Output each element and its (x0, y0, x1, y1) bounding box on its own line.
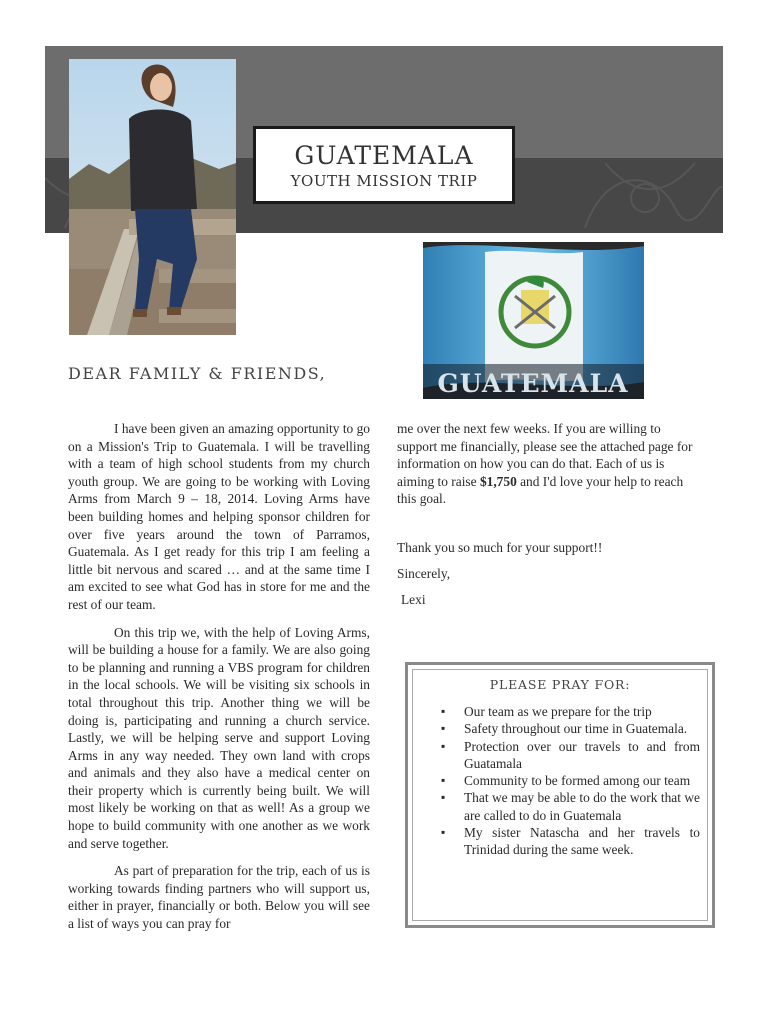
profile-photo (69, 59, 236, 335)
thank-you-line: Thank you so much for your support!! (397, 540, 603, 555)
letter-paragraph-2: On this trip we, with the help of Loving Arms, will be building a house for a family. We are also going to be planning and running a VBS program for children in the local schools. We will be visiting six schools in total throughout this trip. Another thing we will be doing is, participating and running a church service. Lastly, we will be helping serve and support Loving Arms in any way needed. They own land with crops and animals and they also have a medical center on their property which is currently being built. We will most likely be working on that as well! As a group we hope to build community with one another as we work and serve together. (68, 624, 370, 851)
prayer-item: ▪ That we may be able to do the work that we are called to do in Guatemala (418, 789, 700, 824)
letter-paragraph-4 (397, 420, 701, 508)
signature-name: Lexi (401, 592, 426, 607)
page-title: GUATEMALA (294, 141, 474, 170)
paragraph-4-text-after: and I'd love your help to reach this goal. (397, 473, 684, 507)
letter-left-column (68, 420, 370, 943)
letter-right-column (397, 420, 701, 518)
prayer-item: ▪ Our team as we prepare for the trip (418, 703, 700, 720)
prayer-item: ▪ Protection over our travels to and from Guatamala (418, 738, 700, 773)
greeting-heading: DEAR FAMILY & FRIENDS, (68, 364, 327, 383)
prayer-box-title: PLEASE PRAY FOR: (489, 677, 631, 692)
title-box (253, 126, 515, 204)
letter-paragraph-3: As part of preparation for the trip, each of us is working towards finding partners who will support us, either in prayer, financially or both. Below you will see a list of ways you can pray for (68, 863, 370, 932)
prayer-item: ▪ My sister Natascha and her travels to Trinidad during the same week. (418, 824, 700, 859)
prayer-request-box (405, 662, 715, 928)
prayer-item: ▪ Safety throughout our time in Guatemala. (418, 720, 700, 737)
flag-graphic (423, 242, 644, 399)
letter-paragraph-1: I have been given an amazing opportunity to go on a Mission's Trip to Guatemala. I will be travelling with a team of high school students from my church youth group. We are going to be working with Loving Arms from March 9 – 18, 2014. Loving Arms have been building homes and helping sponsor children for over five years around the town of Parramos, Guatemala. As I get ready for this trip I am feeling a little bit nervous and scared … and at the same time I am excited to see what God has in store for me and the rest of our team. (68, 421, 370, 612)
guatemala-flag-image (423, 242, 644, 399)
prayer-item: ▪ Community to be formed among our team (418, 772, 700, 789)
paragraph-4-text-before: me over the next few weeks. If you are willing to support me financially, please see the attached page for information on how you can do that. Each of us is aiming to raise (397, 421, 693, 489)
fundraising-amount: $1,750 (479, 473, 517, 489)
page-subtitle: YOUTH MISSION TRIP (290, 172, 478, 190)
sign-off: Sincerely, (397, 566, 451, 581)
prayer-list (418, 703, 700, 859)
photo-girl-on-bench (69, 59, 236, 335)
flag-caption: GUATEMALA (437, 369, 629, 398)
